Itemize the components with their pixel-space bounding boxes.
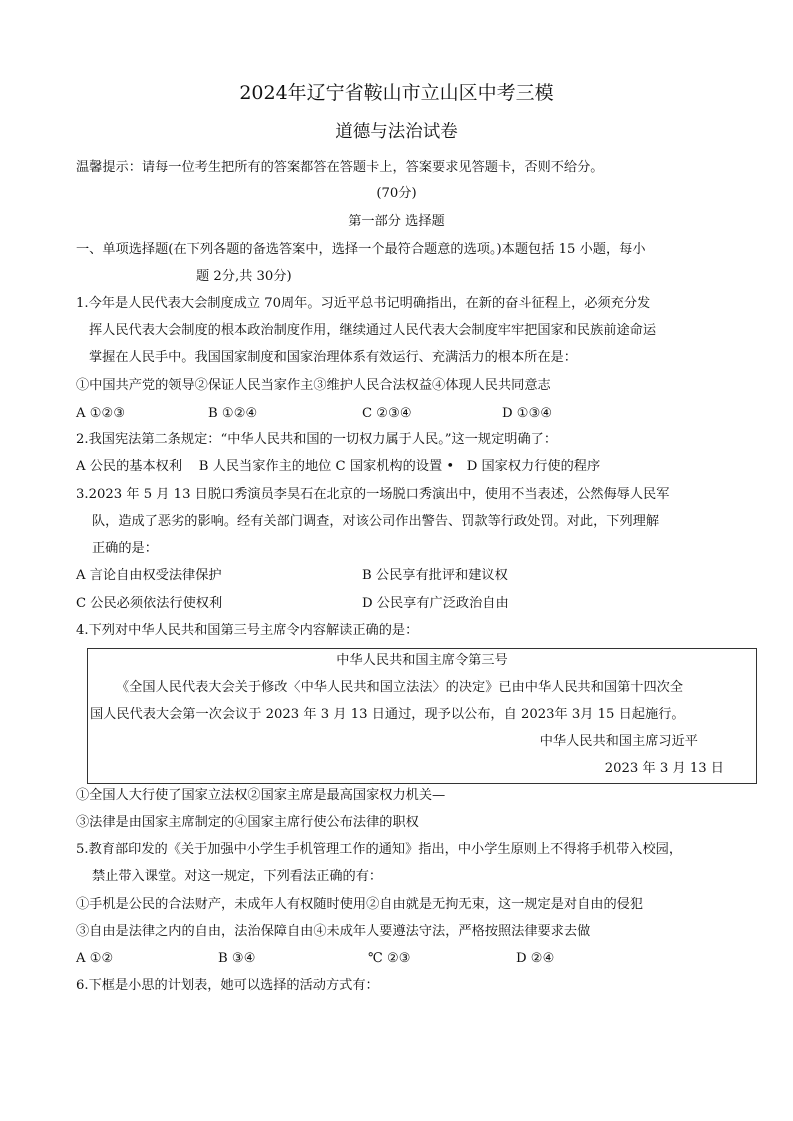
q1-items: ①中国共产党的领导②保证人民当家作主③维护人民合法权益④体现人民共同意志 xyxy=(76,378,551,393)
exam-subtitle: 道德与法治试卷 xyxy=(335,122,458,142)
q3-stem: 3.2023 年 5 月 13 日脱口秀演员李昊石在北京的一场脱口秀演出中，使用不当表述，公然侮辱人民军 xyxy=(76,487,670,502)
q2-options: A 公民的基本权利 B 人民当家作主的地位 C 国家机构的设置 • D 国家权力行使的程序 xyxy=(76,459,601,474)
q4-items: ①全国人大行使了国家立法权②国家主席是最高国家权力机关— xyxy=(76,788,446,803)
q5-option-a: A ①② xyxy=(76,951,114,966)
q3-stem: 队，造成了恶劣的影响。经有关部门调查，对该公司作出警告、罚款等行政处罚。对此，下列理解 xyxy=(92,514,660,529)
box-date: 2023 年 3 月 13 日 xyxy=(604,761,724,776)
q3-option-b: B 公民享有批评和建议权 xyxy=(362,568,508,583)
q5-option-c: ℃ ②③ xyxy=(368,951,411,966)
exam-title: 2024年辽宁省鞍山市立山区中考三模 xyxy=(239,82,554,104)
notice-text: 温馨提示：请每一位考生把所有的答案都答在答题卡上，答案要求见答题卡，否则不给分。 xyxy=(76,160,604,175)
q3-option-d: D 公民享有广泛政治自由 xyxy=(362,596,509,611)
q2-stem: 2.我国宪法第二条规定：“中华人民共和国的一切权力属于人民。”这一规定明确了： xyxy=(76,432,558,447)
q5-stem: 5.教育部印发的《关于加强中小学生手机管理工作的通知》指出，中小学生原则上不得将手机带入校园， xyxy=(76,842,683,857)
q1-stem: 1.今年是人民代表大会制度成立 70周年。习近平总书记明确指出，在新的奋斗征程上，必须充分发 xyxy=(76,296,651,311)
part-heading: 第一部分 选择题 xyxy=(348,214,445,229)
box-text: 国人民代表大会第一次会议于 2023 年 3 月 13 日通过，现予以公布，自 2023年 3月 15 日起施行。 xyxy=(90,707,685,722)
box-text: 《全国人民代表大会关于修改〈中华人民共和国立法法〉的决定》已由中华人民共和国第十四次全 xyxy=(116,680,684,695)
score-text: (70分) xyxy=(376,186,417,201)
q3-stem: 正确的是： xyxy=(92,541,158,556)
q5-items: ③自由是法律之内的自由，法治保障自由④未成年人要遵法守法，严格按照法律要求去做 xyxy=(76,924,591,939)
q1-option-c: C ②③④ xyxy=(362,406,412,421)
section-instruction: 一、单项选择题(在下列各题的备选答案中，选择一个最符合题意的选项。)本题包括 15 小题，每小 xyxy=(76,242,646,257)
q4-stem: 4.下列对中华人民共和国第三号主席令内容解读正确的是： xyxy=(76,623,419,638)
box-title: 中华人民共和国主席令第三号 xyxy=(336,653,508,668)
q1-stem: 掌握在人民手中。我国国家制度和国家治理体系有效运行、充满活力的根本所在是： xyxy=(89,350,577,365)
q3-option-c: C 公民必须依法行使权利 xyxy=(76,596,223,611)
q5-stem: 禁止带入课堂。对这一规定，下列看法正确的有： xyxy=(92,869,383,884)
q1-option-a: A ①②③ xyxy=(76,406,126,421)
q5-option-d: D ②④ xyxy=(516,951,555,966)
q1-option-b: B ①②④ xyxy=(208,406,258,421)
q4-items: ③法律是由国家主席制定的④国家主席行使公布法律的职权 xyxy=(76,815,419,830)
box-signature: 中华人民共和国主席习近平 xyxy=(539,734,698,749)
q3-option-a: A 言论自由权受法律保护 xyxy=(76,568,222,583)
q1-stem: 挥人民代表大会制度的根本政治制度作用，继续通过人民代表大会制度牢牢把国家和民族前途命运 xyxy=(89,323,657,338)
q5-option-b: B ③④ xyxy=(218,951,256,966)
q5-items: ①手机是公民的合法财产，未成年人有权随时使用②自由就是无拘无束，这一规定是对自由的侵犯 xyxy=(76,897,644,912)
q1-option-d: D ①③④ xyxy=(502,406,553,421)
q6-stem: 6.下框是小思的计划表，她可以选择的活动方式有： xyxy=(76,978,379,993)
presidential-order-box xyxy=(87,648,757,784)
section-instruction-cont: 题 2分,共 30分) xyxy=(196,269,292,284)
